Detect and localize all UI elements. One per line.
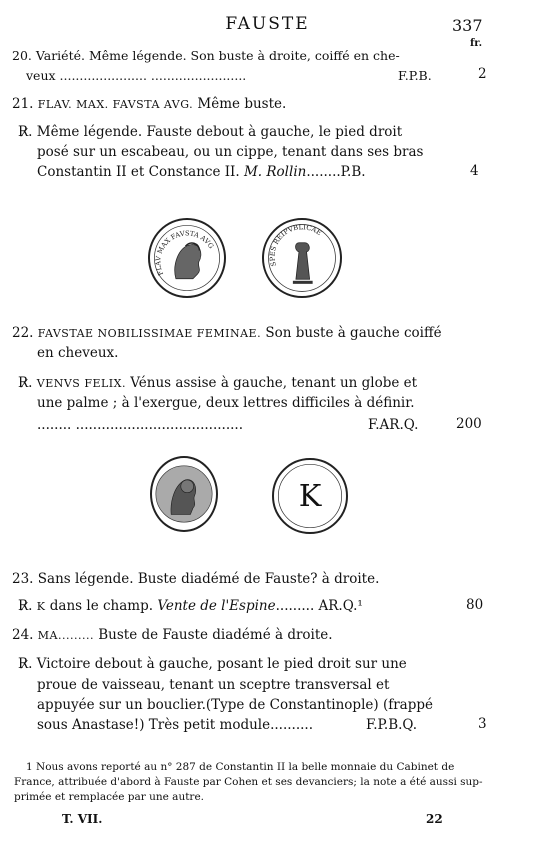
footnote-line2: France, attribuée d'abord à Fauste par Cohen et ses devanciers; la note a été aussi sup-: [14, 776, 483, 788]
volume-mark: T. VII.: [62, 812, 103, 826]
entry-text: Variété. Même légende. Son buste à droite, coiffé en che-: [35, 48, 400, 63]
entry-21-rev2: posé sur un escabeau, ou un cippe, tenant dans ses bras: [37, 144, 424, 160]
page-title: FAUSTE: [225, 14, 310, 34]
svg-text:FLAV MAX FAVSTA AVG: FLAV MAX FAVSTA AVG: [154, 229, 216, 277]
entry-20-line2: veux ...................... ........................: [26, 68, 247, 83]
entry-24-rev4: sous Anastase!) Très petit module..........: [37, 717, 314, 733]
coin-obverse-bust: [150, 220, 224, 296]
coin-obverse-image-2: [150, 456, 218, 532]
entry-number: 22.: [12, 325, 34, 341]
svg-text:SPES REIPVBLICAE: SPES REIPVBLICAE: [268, 223, 323, 268]
entry-23-value: 80: [466, 597, 484, 613]
reverse-mark: R̷.: [18, 598, 33, 614]
entry-22-rev2: une palme ; à l'exergue, deux lettres difficiles à définir.: [37, 395, 415, 411]
reverse-mark: R̷.: [18, 656, 33, 672]
entry-20-value: 2: [478, 66, 487, 82]
coin-obverse-image: [148, 218, 226, 298]
entry-21-rev1: R̷. Même légende. Fauste debout à gauche, le pied droit: [18, 124, 403, 140]
entry-22-rarity: F.AR.Q.: [368, 417, 419, 433]
entry-21-rev3: Constantin II et Constance II. M. Rollin........P.B.: [37, 164, 366, 180]
entry-20-rarity: F.P.B.: [398, 68, 432, 83]
entry-desc: Même buste.: [197, 96, 287, 112]
entry-legend: FAVSTAE NOBILISSIMAE FEMINAE.: [37, 327, 262, 340]
entry-24-value: 3: [478, 716, 487, 732]
entry-23-line1: 23. Sans légende. Buste diadémé de Fauste? à droite.: [12, 571, 380, 587]
entry-21-value: 4: [470, 163, 479, 179]
entry-22-value: 200: [456, 416, 482, 432]
entry-number: 23.: [12, 571, 34, 587]
entry-legend: FLAV. MAX. FAVSTA AVG.: [37, 98, 194, 111]
reverse-mark: R̷.: [18, 375, 33, 391]
entry-24-rev3: appuyée sur un bouclier.(Type de Constantinople) (frappé: [37, 697, 433, 713]
entry-number: 24.: [12, 627, 34, 643]
coin-reverse-standing-figure: [264, 220, 340, 296]
entry-24-line1: 24. MA......... Buste de Fauste diadémé à droite.: [12, 627, 333, 643]
footnote-line1: 1 Nous avons reporté au n° 287 de Constantin II la belle monnaie du Cabinet de: [26, 761, 455, 773]
reverse-mark: R̷.: [18, 124, 33, 140]
coin-reverse-letter: [274, 460, 346, 532]
entry-21-line1: [12, 95, 286, 114]
entry-22-line2: en cheveux.: [37, 345, 119, 361]
entry-20-line1: [12, 46, 400, 65]
entry-24-rev2: proue de vaisseau, tenant un sceptre transversal et: [37, 677, 390, 693]
entry-22-rev3: ........ .......................................: [37, 417, 243, 433]
coin-obverse-bust-2: [152, 458, 216, 530]
coin-reverse-image: [262, 218, 342, 298]
entry-23-rev: R̷. K dans le champ. Vente de l'Espine......... AR.Q.¹: [18, 598, 363, 614]
entry-number: 21.: [12, 96, 34, 112]
entry-22-rev1: R̷. VENVS FELIX. Vénus assise à gauche, tenant un globe et: [18, 375, 418, 391]
entry-number: 20.: [12, 48, 32, 63]
entry-22-line1: 22. FAVSTAE NOBILISSIMAE FEMINAE. Son buste à gauche coiffé: [12, 325, 442, 341]
entry-24-rev1: R̷. Victoire debout à gauche, posant le pied droit sur une: [18, 656, 407, 672]
svg-text:K: K: [298, 479, 322, 515]
coin-reverse-image-2: [272, 458, 348, 534]
signature-mark: 22: [426, 812, 443, 826]
currency-unit: fr.: [470, 38, 483, 49]
footnote-line3: primée et remplacée par une autre.: [14, 791, 204, 803]
entry-24-rarity: F.P.B.Q.: [366, 717, 418, 733]
page-number: 337: [452, 16, 483, 35]
